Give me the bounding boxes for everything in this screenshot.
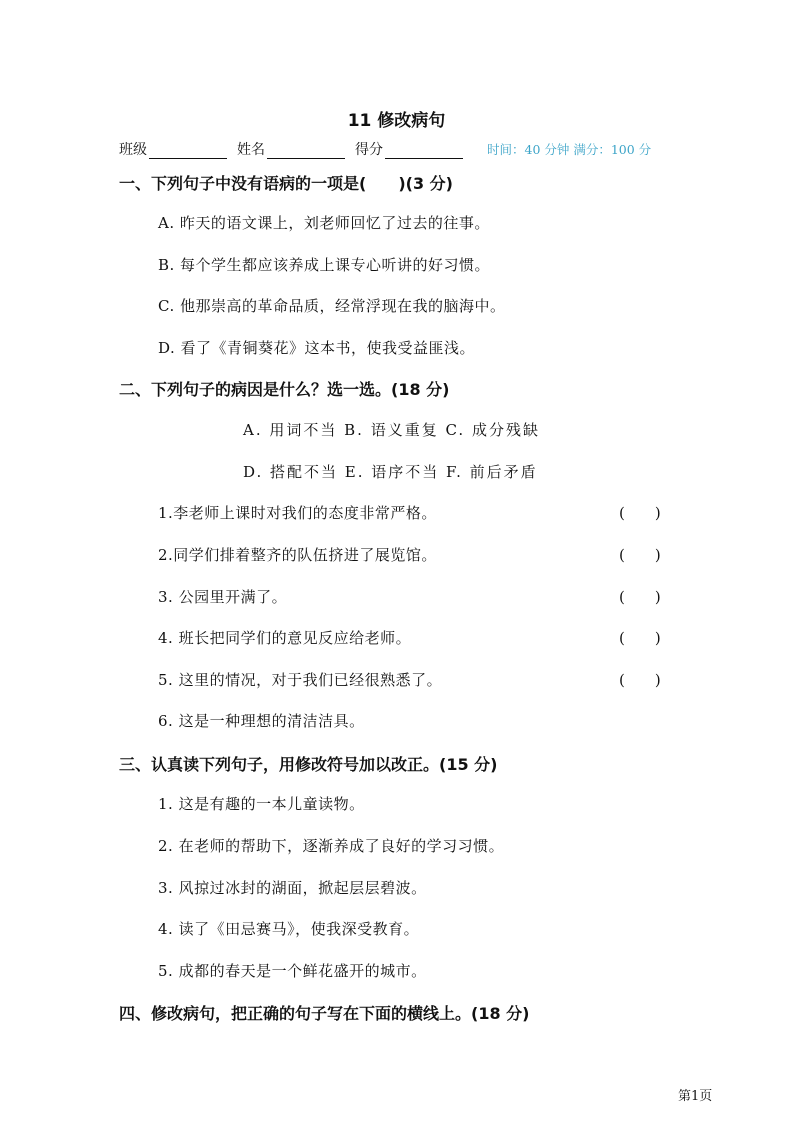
s2-answer-2[interactable]: ( )	[619, 546, 661, 564]
s2-item-4: 4. 班长把同学们的意见反应给老师。	[158, 629, 412, 647]
s2-answer-1[interactable]: ( )	[619, 504, 661, 522]
score-blank[interactable]	[385, 142, 463, 159]
s1-option-b: B. 每个学生都应该养成上课专心听讲的好习惯。	[158, 256, 491, 274]
time-score-info: 时间：40 分钟 满分：100 分	[487, 142, 652, 157]
s2-item-3: 3. 公园里开满了。	[158, 588, 288, 606]
s2-choice-row-2: D. 搭配不当 E. 语序不当 F. 前后矛盾	[243, 463, 538, 481]
section-1-heading: 一、下列句子中没有语病的一项是( )(3 分)	[119, 174, 453, 193]
s1-option-a: A. 昨天的语文课上，刘老师回忆了过去的往事。	[158, 214, 490, 232]
score-label: 得分	[355, 142, 383, 158]
s3-item-3: 3. 风掠过冰封的湖面，掀起层层碧波。	[158, 879, 427, 897]
s3-item-4: 4. 读了《田忌赛马》，使我深受教育。	[158, 920, 420, 938]
s2-choice-row-1: A. 用词不当 B. 语义重复 C. 成分残缺	[243, 421, 540, 439]
page-number: 第1页	[678, 1089, 713, 1104]
s2-item-6: 6. 这是一种理想的清洁洁具。	[158, 712, 365, 730]
s1-option-d: D. 看了《青铜葵花》这本书，使我受益匪浅。	[158, 339, 476, 357]
s3-item-2: 2. 在老师的帮助下，逐渐养成了良好的学习习惯。	[158, 837, 505, 855]
class-label: 班级	[119, 142, 147, 158]
s1-option-c: C. 他那崇高的革命品质，经常浮现在我的脑海中。	[158, 297, 506, 315]
s2-answer-4[interactable]: ( )	[619, 629, 661, 647]
s2-item-2: 2.同学们排着整齐的队伍挤进了展览馆。	[158, 546, 437, 564]
s3-item-5: 5. 成都的春天是一个鲜花盛开的城市。	[158, 962, 427, 980]
s2-item-5: 5. 这里的情况，对于我们已经很熟悉了。	[158, 671, 443, 689]
section-3-heading: 三、认真读下列句子，用修改符号加以改正。(15 分)	[119, 755, 498, 774]
page-title: 11 修改病句	[347, 111, 446, 131]
student-info-line	[119, 139, 473, 159]
class-blank[interactable]	[149, 142, 227, 159]
s2-answer-5[interactable]: ( )	[619, 671, 661, 689]
name-blank[interactable]	[267, 142, 345, 159]
s2-item-1: 1.李老师上课时对我们的态度非常严格。	[158, 504, 437, 522]
section-4-heading: 四、修改病句，把正确的句子写在下面的横线上。(18 分)	[119, 1004, 530, 1023]
section-2-heading: 二、下列句子的病因是什么？选一选。(18 分)	[119, 380, 450, 399]
s3-item-1: 1. 这是有趣的一本儿童读物。	[158, 795, 365, 813]
name-label: 姓名	[237, 142, 265, 158]
s2-answer-3[interactable]: ( )	[619, 588, 661, 606]
